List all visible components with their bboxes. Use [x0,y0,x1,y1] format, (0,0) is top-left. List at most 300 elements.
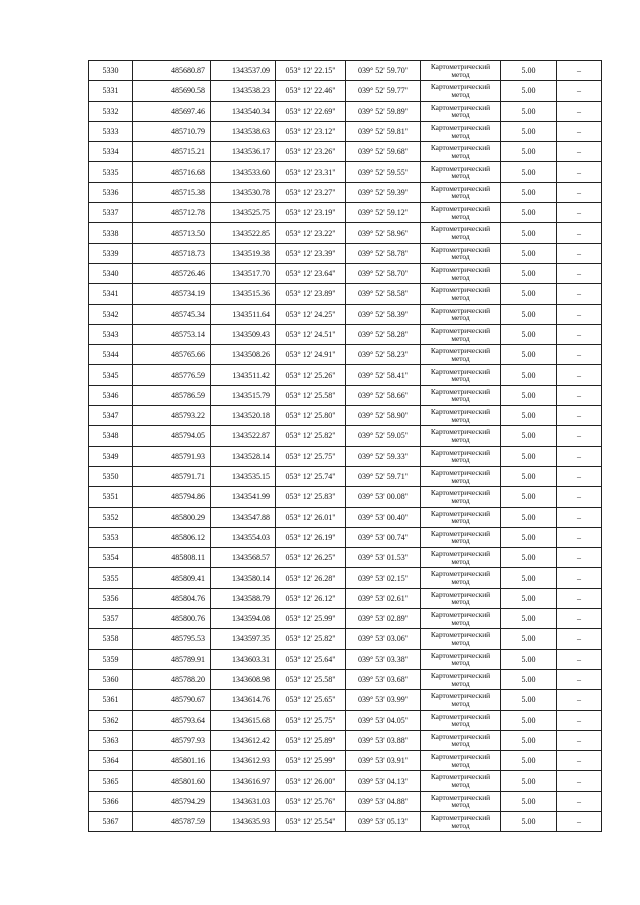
table-row [89,446,602,466]
latitude-cell: 053° 12' 25.75" [276,710,346,730]
method-line-2: метод [451,110,470,120]
method-line-1: Картометрический [430,163,491,173]
latitude-cell: 053° 12' 26.28" [276,568,346,588]
latitude-cell: 053° 12' 24.51" [276,324,346,344]
method-cell [421,182,501,202]
longitude-cell: 039° 52' 59.55" [346,162,421,182]
method-line-2: метод [451,455,470,465]
longitude-cell: 039° 52' 59.70" [346,61,421,81]
x-coordinate-cell: 485716.68 [133,162,211,182]
method-cell [421,487,501,507]
table-row [89,487,602,507]
dash-cell: – [557,791,602,811]
method-line-2: метод [451,89,470,99]
x-coordinate-cell: 485804.76 [133,588,211,608]
method-line-2: метод [451,150,470,160]
point-number-cell: 5356 [89,588,133,608]
point-number-cell: 5336 [89,182,133,202]
dash-cell: – [557,223,602,243]
method-line-2: метод [451,698,470,708]
method-line-2: метод [451,556,470,566]
point-number-cell: 5362 [89,710,133,730]
point-number-cell: 5352 [89,507,133,527]
latitude-cell: 053° 12' 25.64" [276,649,346,669]
latitude-cell: 053° 12' 25.75" [276,446,346,466]
dash-cell: – [557,61,602,81]
method-line-1: Картометрический [430,792,491,802]
method-line-2: метод [451,292,470,302]
point-number-cell: 5349 [89,446,133,466]
longitude-cell: 039° 52' 58.41" [346,365,421,385]
x-coordinate-cell: 485786.59 [133,385,211,405]
x-coordinate-cell: 485794.29 [133,791,211,811]
table-row [89,730,602,750]
accuracy-cell: 5.00 [501,284,557,304]
accuracy-cell: 5.00 [501,669,557,689]
y-coordinate-cell: 1343538.23 [211,81,276,101]
y-coordinate-cell: 1343515.36 [211,284,276,304]
longitude-cell: 039° 53' 03.99" [346,690,421,710]
method-line-1: Картометрический [430,285,491,295]
x-coordinate-cell: 485806.12 [133,527,211,547]
y-coordinate-cell: 1343522.87 [211,426,276,446]
method-line-2: метод [451,820,470,830]
method-cell [421,223,501,243]
y-coordinate-cell: 1343594.08 [211,609,276,629]
method-line-1: Картометрический [430,366,491,376]
method-cell [421,791,501,811]
x-coordinate-cell: 485690.58 [133,81,211,101]
method-line-2: метод [451,739,470,749]
method-line-1: Картометрический [430,549,491,559]
longitude-cell: 039° 52' 58.28" [346,324,421,344]
point-number-cell: 5341 [89,284,133,304]
y-coordinate-cell: 1343631.03 [211,791,276,811]
dash-cell: – [557,588,602,608]
x-coordinate-cell: 485793.64 [133,710,211,730]
method-cell [421,730,501,750]
y-coordinate-cell: 1343520.18 [211,406,276,426]
accuracy-cell: 5.00 [501,223,557,243]
longitude-cell: 039° 53' 02.61" [346,588,421,608]
table-row [89,101,602,121]
y-coordinate-cell: 1343616.97 [211,771,276,791]
dash-cell: – [557,121,602,141]
latitude-cell: 053° 12' 25.65" [276,690,346,710]
x-coordinate-cell: 485791.93 [133,446,211,466]
accuracy-cell: 5.00 [501,690,557,710]
table-row [89,669,602,689]
method-cell [421,142,501,162]
method-line-1: Картометрический [430,204,491,214]
method-line-2: метод [451,434,470,444]
accuracy-cell: 5.00 [501,811,557,831]
method-cell [421,162,501,182]
dash-cell: – [557,101,602,121]
latitude-cell: 053° 12' 25.58" [276,385,346,405]
method-line-1: Картометрический [430,752,491,762]
x-coordinate-cell: 485765.66 [133,345,211,365]
x-coordinate-cell: 485794.05 [133,426,211,446]
longitude-cell: 039° 52' 59.77" [346,81,421,101]
longitude-cell: 039° 53' 05.13" [346,811,421,831]
longitude-cell: 039° 52' 58.90" [346,406,421,426]
table-row [89,81,602,101]
y-coordinate-cell: 1343517.70 [211,263,276,283]
table-row [89,203,602,223]
table-row [89,345,602,365]
method-line-1: Картометрический [430,813,491,823]
longitude-cell: 039° 53' 04.88" [346,791,421,811]
method-line-2: метод [451,637,470,647]
method-line-1: Картометрический [430,691,491,701]
dash-cell: – [557,162,602,182]
latitude-cell: 053° 12' 23.89" [276,284,346,304]
method-line-2: метод [451,577,470,587]
method-line-1: Картометрический [430,447,491,457]
accuracy-cell: 5.00 [501,182,557,202]
table-row [89,426,602,446]
dash-cell: – [557,811,602,831]
point-number-cell: 5345 [89,365,133,385]
point-number-cell: 5350 [89,466,133,486]
accuracy-cell: 5.00 [501,710,557,730]
point-number-cell: 5339 [89,243,133,263]
point-number-cell: 5346 [89,385,133,405]
dash-cell: – [557,446,602,466]
method-cell [421,446,501,466]
method-line-2: метод [451,597,470,607]
method-cell [421,609,501,629]
table-row [89,629,602,649]
method-line-1: Картометрический [430,305,491,315]
method-line-1: Картометрический [430,731,491,741]
y-coordinate-cell: 1343525.75 [211,203,276,223]
method-line-1: Картометрический [430,346,491,356]
x-coordinate-cell: 485680.87 [133,61,211,81]
accuracy-cell: 5.00 [501,771,557,791]
longitude-cell: 039° 53' 04.05" [346,710,421,730]
method-line-1: Картометрический [430,528,491,538]
point-number-cell: 5338 [89,223,133,243]
method-line-1: Картометрический [430,325,491,335]
latitude-cell: 053° 12' 26.12" [276,588,346,608]
y-coordinate-cell: 1343597.35 [211,629,276,649]
coordinates-table [88,60,602,832]
method-cell [421,771,501,791]
point-number-cell: 5359 [89,649,133,669]
method-cell [421,243,501,263]
x-coordinate-cell: 485797.93 [133,730,211,750]
dash-cell: – [557,629,602,649]
dash-cell: – [557,690,602,710]
longitude-cell: 039° 52' 59.71" [346,466,421,486]
method-cell [421,710,501,730]
point-number-cell: 5363 [89,730,133,750]
latitude-cell: 053° 12' 26.19" [276,527,346,547]
x-coordinate-cell: 485710.79 [133,121,211,141]
longitude-cell: 039° 52' 59.33" [346,446,421,466]
dash-cell: – [557,203,602,223]
table-row [89,588,602,608]
method-line-1: Картометрический [430,244,491,254]
x-coordinate-cell: 485713.50 [133,223,211,243]
accuracy-cell: 5.00 [501,324,557,344]
method-cell [421,649,501,669]
method-line-1: Картометрический [430,62,491,72]
y-coordinate-cell: 1343615.68 [211,710,276,730]
method-line-1: Картометрический [430,650,491,660]
y-coordinate-cell: 1343509.43 [211,324,276,344]
method-line-2: метод [451,475,470,485]
table-row [89,223,602,243]
method-cell [421,751,501,771]
longitude-cell: 039° 53' 01.53" [346,548,421,568]
method-line-2: метод [451,516,470,526]
latitude-cell: 053° 12' 23.12" [276,121,346,141]
method-line-1: Картометрический [430,265,491,275]
longitude-cell: 039° 53' 00.08" [346,487,421,507]
method-line-1: Картометрический [430,427,491,437]
longitude-cell: 039° 52' 59.68" [346,142,421,162]
longitude-cell: 039° 52' 59.39" [346,182,421,202]
y-coordinate-cell: 1343603.31 [211,649,276,669]
x-coordinate-cell: 485791.71 [133,466,211,486]
latitude-cell: 053° 12' 25.82" [276,426,346,446]
dash-cell: – [557,385,602,405]
method-cell [421,527,501,547]
longitude-cell: 039° 52' 59.89" [346,101,421,121]
method-line-1: Картометрический [430,407,491,417]
method-line-2: метод [451,333,470,343]
point-number-cell: 5354 [89,548,133,568]
x-coordinate-cell: 485718.73 [133,243,211,263]
y-coordinate-cell: 1343522.85 [211,223,276,243]
method-cell [421,263,501,283]
method-line-2: метод [451,353,470,363]
method-line-2: метод [451,658,470,668]
method-cell [421,811,501,831]
x-coordinate-cell: 485697.46 [133,101,211,121]
dash-cell: – [557,609,602,629]
latitude-cell: 053° 12' 22.46" [276,81,346,101]
accuracy-cell: 5.00 [501,609,557,629]
method-line-1: Картометрический [430,569,491,579]
x-coordinate-cell: 485789.91 [133,649,211,669]
method-line-2: метод [451,414,470,424]
dash-cell: – [557,548,602,568]
table-row [89,710,602,730]
method-cell [421,588,501,608]
latitude-cell: 053° 12' 24.91" [276,345,346,365]
latitude-cell: 053° 12' 25.76" [276,791,346,811]
table-row [89,406,602,426]
y-coordinate-cell: 1343547.88 [211,507,276,527]
longitude-cell: 039° 53' 03.91" [346,751,421,771]
accuracy-cell: 5.00 [501,791,557,811]
point-number-cell: 5330 [89,61,133,81]
latitude-cell: 053° 12' 25.80" [276,406,346,426]
method-line-2: метод [451,211,470,221]
longitude-cell: 039° 52' 59.05" [346,426,421,446]
method-line-2: метод [451,130,470,140]
y-coordinate-cell: 1343580.14 [211,568,276,588]
accuracy-cell: 5.00 [501,365,557,385]
method-cell [421,345,501,365]
latitude-cell: 053° 12' 25.82" [276,629,346,649]
method-cell [421,284,501,304]
dash-cell: – [557,527,602,547]
table-row [89,121,602,141]
dash-cell: – [557,730,602,750]
latitude-cell: 053° 12' 25.99" [276,751,346,771]
y-coordinate-cell: 1343538.63 [211,121,276,141]
table-row [89,690,602,710]
y-coordinate-cell: 1343541.99 [211,487,276,507]
latitude-cell: 053° 12' 26.01" [276,507,346,527]
method-line-2: метод [451,69,470,79]
method-line-2: метод [451,617,470,627]
point-number-cell: 5337 [89,203,133,223]
method-cell [421,426,501,446]
dash-cell: – [557,81,602,101]
y-coordinate-cell: 1343568.57 [211,548,276,568]
y-coordinate-cell: 1343533.60 [211,162,276,182]
latitude-cell: 053° 12' 23.19" [276,203,346,223]
table-row [89,243,602,263]
method-cell [421,203,501,223]
x-coordinate-cell: 485715.21 [133,142,211,162]
accuracy-cell: 5.00 [501,568,557,588]
y-coordinate-cell: 1343635.93 [211,811,276,831]
point-number-cell: 5358 [89,629,133,649]
method-line-1: Картометрический [430,122,491,132]
x-coordinate-cell: 485712.78 [133,203,211,223]
latitude-cell: 053° 12' 22.15" [276,61,346,81]
y-coordinate-cell: 1343515.79 [211,385,276,405]
point-number-cell: 5355 [89,568,133,588]
method-line-2: метод [451,272,470,282]
dash-cell: – [557,568,602,588]
latitude-cell: 053° 12' 25.54" [276,811,346,831]
latitude-cell: 053° 12' 22.69" [276,101,346,121]
longitude-cell: 039° 53' 00.74" [346,527,421,547]
accuracy-cell: 5.00 [501,751,557,771]
latitude-cell: 053° 12' 23.26" [276,142,346,162]
accuracy-cell: 5.00 [501,466,557,486]
x-coordinate-cell: 485776.59 [133,365,211,385]
table-body [89,61,602,832]
method-line-2: метод [451,800,470,810]
y-coordinate-cell: 1343612.42 [211,730,276,750]
method-cell [421,466,501,486]
method-cell [421,365,501,385]
method-line-2: метод [451,232,470,242]
dash-cell: – [557,771,602,791]
method-line-1: Картометрический [430,467,491,477]
y-coordinate-cell: 1343614.76 [211,690,276,710]
longitude-cell: 039° 52' 58.96" [346,223,421,243]
method-cell [421,385,501,405]
y-coordinate-cell: 1343612.93 [211,751,276,771]
table-row [89,649,602,669]
longitude-cell: 039° 53' 03.88" [346,730,421,750]
x-coordinate-cell: 485790.67 [133,690,211,710]
table-row [89,162,602,182]
y-coordinate-cell: 1343511.64 [211,304,276,324]
longitude-cell: 039° 52' 58.58" [346,284,421,304]
accuracy-cell: 5.00 [501,649,557,669]
point-number-cell: 5360 [89,669,133,689]
dash-cell: – [557,345,602,365]
point-number-cell: 5361 [89,690,133,710]
accuracy-cell: 5.00 [501,203,557,223]
accuracy-cell: 5.00 [501,507,557,527]
point-number-cell: 5342 [89,304,133,324]
x-coordinate-cell: 485800.29 [133,507,211,527]
table-row [89,142,602,162]
method-cell [421,324,501,344]
method-cell [421,690,501,710]
method-line-1: Картометрический [430,386,491,396]
method-cell [421,121,501,141]
dash-cell: – [557,284,602,304]
longitude-cell: 039° 52' 58.78" [346,243,421,263]
x-coordinate-cell: 485808.11 [133,548,211,568]
point-number-cell: 5333 [89,121,133,141]
latitude-cell: 053° 12' 25.89" [276,730,346,750]
y-coordinate-cell: 1343588.79 [211,588,276,608]
x-coordinate-cell: 485734.19 [133,284,211,304]
point-number-cell: 5353 [89,527,133,547]
longitude-cell: 039° 52' 58.23" [346,345,421,365]
dash-cell: – [557,710,602,730]
latitude-cell: 053° 12' 25.58" [276,669,346,689]
table-row [89,771,602,791]
x-coordinate-cell: 485794.86 [133,487,211,507]
point-number-cell: 5364 [89,751,133,771]
longitude-cell: 039° 52' 58.66" [346,385,421,405]
method-cell [421,669,501,689]
accuracy-cell: 5.00 [501,304,557,324]
accuracy-cell: 5.00 [501,101,557,121]
method-line-2: метод [451,536,470,546]
method-line-1: Картометрический [430,508,491,518]
dash-cell: – [557,182,602,202]
point-number-cell: 5335 [89,162,133,182]
x-coordinate-cell: 485753.14 [133,324,211,344]
longitude-cell: 039° 53' 02.89" [346,609,421,629]
method-line-1: Картометрический [430,102,491,112]
y-coordinate-cell: 1343540.34 [211,101,276,121]
accuracy-cell: 5.00 [501,487,557,507]
method-cell [421,406,501,426]
x-coordinate-cell: 485793.22 [133,406,211,426]
method-line-2: метод [451,678,470,688]
method-line-1: Картометрический [430,670,491,680]
dash-cell: – [557,263,602,283]
x-coordinate-cell: 485787.59 [133,811,211,831]
table-row [89,466,602,486]
latitude-cell: 053° 12' 23.64" [276,263,346,283]
method-line-2: метод [451,780,470,790]
method-line-2: метод [451,252,470,262]
x-coordinate-cell: 485745.34 [133,304,211,324]
x-coordinate-cell: 485726.46 [133,263,211,283]
point-number-cell: 5343 [89,324,133,344]
latitude-cell: 053° 12' 26.00" [276,771,346,791]
y-coordinate-cell: 1343554.03 [211,527,276,547]
